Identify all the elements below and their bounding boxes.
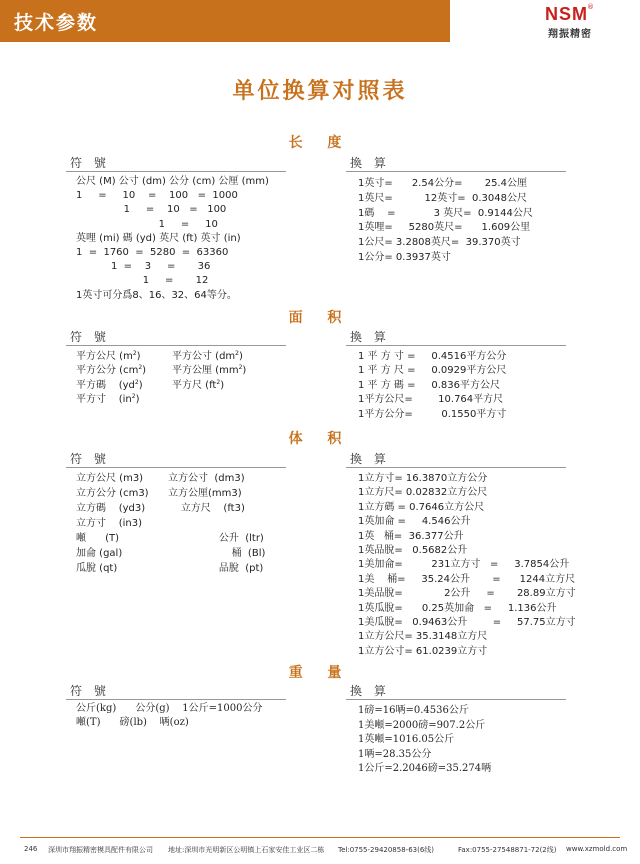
logo-name: 翔振精密 [548,29,592,40]
length-unit-line: 1 = 1760 = 5280 = 63360 [76,247,229,258]
area-conversion-line: 1 平 方 碼 = 0.836平方公尺 [358,379,500,391]
volume-conversion-line: 1美加侖= 231立方寸 = 3.7854公升 [358,559,570,571]
area-conversion-line: 1平方公尺= 10.764平方尺 [358,394,504,406]
volume-unit-b: 桶 (Bl) [168,548,266,559]
area-unit-exponent: 2 [235,350,239,357]
area-unit-close: ) [138,379,143,391]
volume-conversion-line: 1英品脫= 0.5682公升 [358,545,468,556]
volume-unit-b: 公升 (ltr) [168,533,264,544]
length-unit-line: 1 = 10 [76,218,218,230]
volume-convert-label: 換 算 [350,452,390,466]
logo-mark: NSM [545,4,588,24]
area-unit-text: 平方公厘 (mm [172,365,239,377]
volume-unit-b: 立方公厘(mm3) [168,488,242,499]
area-section-title: 面 积 [288,310,352,326]
area-conversion-line: 1 平 方 尺 = 0.0929平方公尺 [358,365,507,377]
area-unit-text: 平方尺 (ft [172,379,217,391]
volume-unit-a: 噸 (T) [76,533,119,544]
area-unit-text: 平方寸 (in [76,394,132,406]
area-unit-a [76,350,141,364]
footer-fax: Fax:0755-27548871-72(2线) [458,846,557,854]
weight-convert-label: 換 算 [350,684,390,698]
area-unit-exponent: 2 [131,393,136,401]
footer-address: 地址:深圳市光明新区公明镇上石家安佳工业区二栋 [168,846,325,854]
page-title: 单位换算对照表 [232,79,408,104]
volume-unit-a: 立方公分 (cm3) [76,488,149,499]
area-unit-text: 平方碼 (yd [76,379,135,391]
area-conversion-line: 1平方公分= 0.1550平方寸 [358,408,507,420]
area-unit-b [172,350,243,364]
volume-conversion-line: 1立方公尺= 35.3148立方尺 [358,631,488,643]
length-conversion-line: 1英尺= 12英寸= 0.3048公尺 [358,192,527,204]
area-unit-a [76,393,139,407]
volume-unit-a: 立方碼 (yd3) [76,503,146,514]
volume-unit-a: 立方寸 (in3) [76,518,142,529]
volume-unit-a: 加侖 (gal) [76,548,123,559]
volume-convert-rule [346,467,566,468]
area-symbol-label: 符 號 [70,330,110,344]
area-unit-close: ) [242,365,247,377]
area-convert-rule [346,345,566,346]
header-bar [0,0,640,42]
volume-conversion-line: 1英加侖 = 4.546公升 [358,516,471,528]
area-convert-label: 換 算 [350,330,390,344]
area-unit-close: ) [220,379,225,391]
weight-unit-line: 公斤(kg) 公分(g) 1公斤=1000公分 [76,703,263,714]
area-unit-close: ) [135,394,140,406]
area-unit-exponent: 2 [238,364,243,372]
length-conversion-line: 1公尺= 3.2808英尺= 39.370英寸 [358,237,521,249]
header-title: 技术参数 [14,12,99,34]
weight-convert-rule [346,699,566,700]
area-unit-a [76,364,146,378]
company-logo [450,0,640,42]
length-unit-line: 1 = 12 [76,275,209,287]
volume-unit-b: 立方公寸 (dm3) [168,473,245,484]
length-convert-label: 換 算 [350,156,390,170]
footer-company: 深圳市翔振精密模具配件有限公司 [48,846,153,854]
area-symbol-rule [66,345,286,346]
footer-website[interactable]: www.xzmold.com [566,845,628,853]
volume-conversion-line: 1英瓜脫= 0.25英加侖 = 1.136公升 [358,602,557,614]
weight-symbol-rule [66,699,286,700]
volume-conversion-line: 1立方尺= 0.02832立方公尺 [358,487,488,499]
volume-symbol-label: 符 號 [70,452,110,466]
area-unit-close: ) [136,351,141,362]
volume-symbol-rule [66,467,286,468]
weight-unit-line: 噸(T) 磅(lb) 唡(oz) [76,717,189,729]
volume-unit-b: 立方尺 (ft3) [168,503,245,514]
weight-section-title: 重 量 [288,665,352,681]
weight-conversion-line: 1唡=28.35公分 [358,748,432,760]
area-unit-exponent: 2 [216,378,221,386]
length-conversion-line: 1公分= 0.3937英寸 [358,252,451,263]
area-unit-close: ) [142,365,147,377]
length-unit-line: 英哩 (mi) 碼 (yd) 英尺 (ft) 英寸 (in) [76,232,241,244]
length-symbol-label: 符 號 [70,156,110,170]
area-unit-exponent: 2 [138,364,143,372]
length-symbol-rule [66,171,286,172]
area-unit-a [76,379,143,393]
length-unit-line: 1英寸可分爲8、16、32、64等分。 [76,289,237,301]
volume-conversion-line: 1美品脫= 2公升 = 28.89立方寸 [358,588,576,600]
length-unit-line: 1 = 3 = 36 [76,261,211,273]
area-unit-b [172,364,246,378]
volume-conversion-line: 1美 桶= 35.24公升 = 1244立方尺 [358,573,576,585]
area-conversion-line: 1 平 方 寸 = 0.4516平方公分 [358,351,507,362]
area-unit-text: 平方公分 (cm [76,365,139,377]
length-convert-rule [346,171,566,172]
weight-conversion-line: 1公斤=2.2046磅=35.274唡 [358,763,492,775]
length-conversion-line: 1英哩= 5280英尺= 1.609公里 [358,222,531,234]
volume-section-title: 体 积 [288,431,352,447]
weight-conversion-line: 1英噸=1016.05公斤 [358,734,455,746]
weight-symbol-label: 符 號 [70,684,110,698]
footer-rule [20,837,620,838]
length-unit-line: 公尺 (M) 公寸 (dm) 公分 (cm) 公厘 (mm) [76,176,269,187]
length-conversion-line: 1英寸= 2.54公分= 25.4公厘 [358,178,527,189]
volume-unit-a: 瓜脫 (qt) [76,563,118,574]
volume-unit-b: 品脫 (pt) [168,563,264,574]
area-unit-text: 平方公尺 (m [76,351,133,362]
logo-registered-mark: ® [587,3,594,11]
area-unit-exponent: 2 [134,378,139,386]
area-unit-exponent: 2 [132,350,137,357]
length-unit-line: 1 = 10 = 100 [76,204,227,216]
volume-conversion-line: 1立方寸= 16.3870立方公分 [358,473,488,484]
area-unit-close: ) [239,351,243,362]
area-unit-text: 平方公寸 (dm [172,351,236,362]
area-unit-b [172,379,224,393]
length-conversion-line: 1碼 = 3 英尺= 0.9144公尺 [358,207,533,219]
weight-conversion-line: 1磅=16唡=0.4536公斤 [358,705,469,716]
length-section-title: 长 度 [288,135,352,151]
volume-conversion-line: 1立方碼 = 0.7646立方公尺 [358,501,485,513]
volume-conversion-line: 1美瓜脫= 0.9463公升 = 57.75立方寸 [358,617,576,628]
volume-unit-a: 立方公尺 (m3) [76,473,144,484]
footer-page-number: 246 [24,845,38,853]
length-unit-line: 1 = 10 = 100 = 1000 [76,190,238,202]
footer-tel: Tel:0755-29420858-63(6线) [338,846,435,854]
volume-conversion-line: 1英 桶= 36.377公升 [358,530,464,542]
weight-conversion-line: 1美噸=2000磅=907.2公斤 [358,719,486,731]
volume-conversion-line: 1立方公寸= 61.0239立方寸 [358,645,488,657]
